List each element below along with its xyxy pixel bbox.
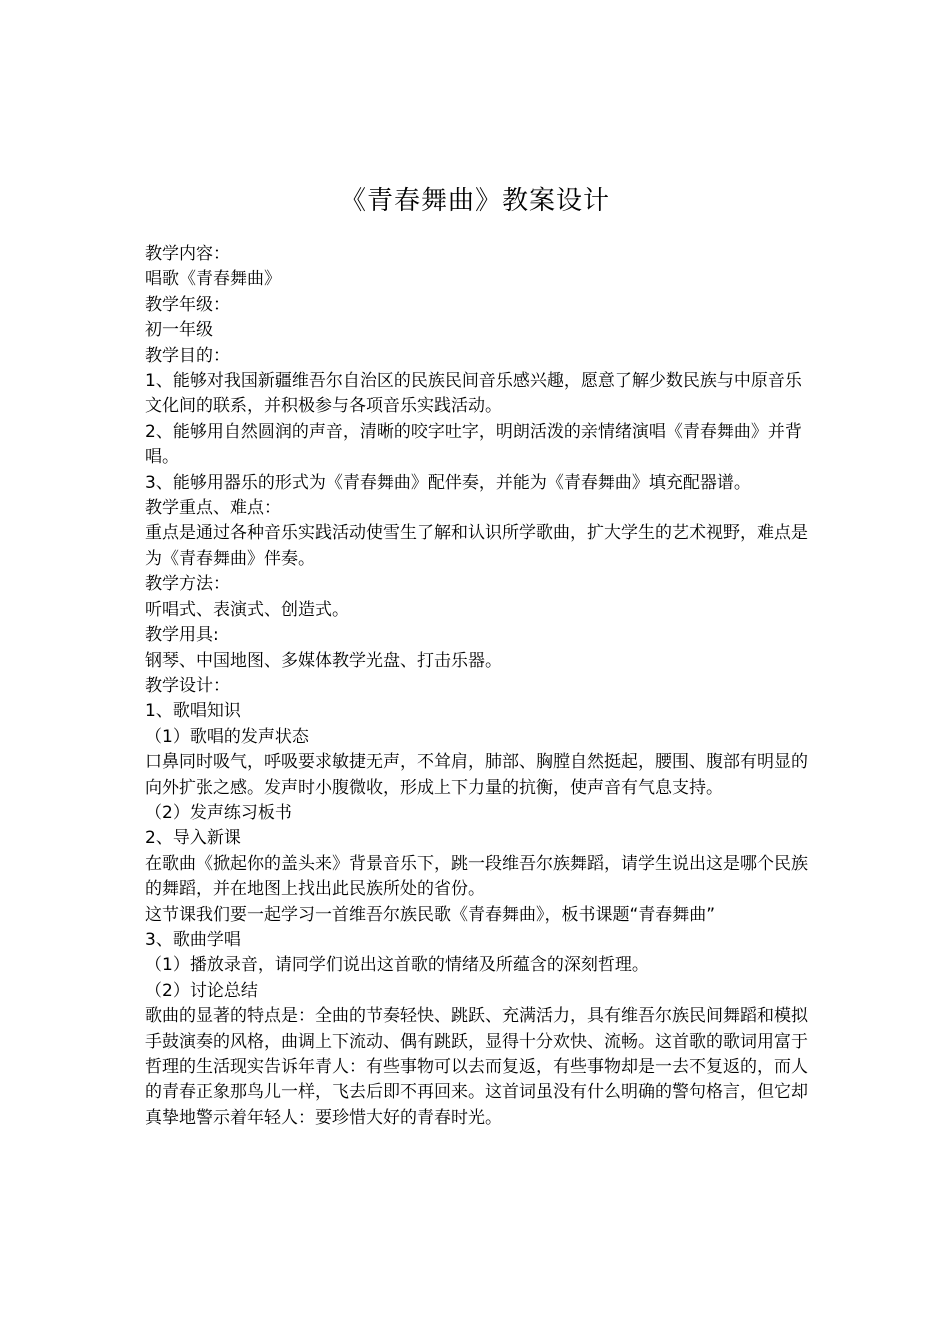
paragraph: 初一年级 bbox=[145, 320, 213, 341]
paragraph: 在歌曲《掀起你的盖头来》背景音乐下，跳一段维吾尔族舞蹈，请学生说出这是哪个民族的舞蹈，并在地图上找出此民族所处的省份。 bbox=[145, 853, 808, 900]
paragraph: 唱歌《青春舞曲》 bbox=[145, 269, 281, 290]
paragraph: 教学用具: bbox=[145, 625, 219, 646]
paragraph: 2、导入新课 bbox=[145, 828, 241, 849]
paragraph: 这节课我们要一起学习一首维吾尔族民歌《青春舞曲》，板书课题“青春舞曲” bbox=[145, 904, 716, 925]
paragraph: （2）讨论总结 bbox=[145, 980, 258, 1001]
document-body bbox=[145, 242, 817, 1131]
paragraph: （2）发声练习板书 bbox=[145, 802, 292, 823]
paragraph: （1）歌唱的发声状态 bbox=[145, 726, 309, 747]
paragraph: 教学内容： bbox=[145, 244, 230, 264]
paragraph: 教学目的： bbox=[145, 345, 230, 366]
paragraph: 3、能够用器乐的形式为《青春舞曲》配伴奏，并能为《青春舞曲》填充配器谱。 bbox=[145, 472, 751, 493]
paragraph: （1）播放录音，请同学们说出这首歌的情绪及所蕴含的深刻哲理。 bbox=[145, 955, 649, 976]
document-title: 《青春舞曲》教案设计 bbox=[339, 186, 610, 216]
paragraph: 1、歌唱知识 bbox=[145, 701, 241, 722]
paragraph: 钢琴、中国地图、多媒体教学光盘、打击乐器。 bbox=[145, 650, 502, 671]
paragraph: 教学年级： bbox=[145, 294, 230, 315]
paragraph: 歌曲的显著的特点是：全曲的节奏轻快、跳跃、充满活力，具有维吾尔族民间舞蹈和模拟手鼓演奏的风格，曲调上下流动、偶有跳跃，显得十分欢快、流畅。这首歌的歌词用富于哲理的生活现实告诉年青人：有些事物可以去而复返，有些事物却是一去不复返的，而人的青春正象那鸟儿一样，飞去后即不再回来。这首词虽没有什么明确的警句格言，但它却真挚地警示着年轻人：要珍惜大好的青春时光。 bbox=[145, 1006, 808, 1128]
paragraph: 2、能够用自然圆润的声音，清晰的咬字吐字，明朗活泼的亲情绪演唱《青春舞曲》并背唱。 bbox=[145, 421, 802, 468]
paragraph: 听唱式、表演式、创造式。 bbox=[145, 599, 349, 620]
paragraph: 口鼻同时吸气，呼吸要求敏捷无声，不耸肩，肺部、胸膛自然挺起，腰围、腹部有明显的向外扩张之感。发声时小腹微收，形成上下力量的抗衡，使声音有气息支持。 bbox=[145, 752, 808, 798]
paragraph: 教学方法： bbox=[145, 574, 230, 595]
paragraph: 教学设计： bbox=[145, 675, 230, 696]
paragraph: 3、歌曲学唱 bbox=[145, 929, 241, 950]
paragraph: 重点是通过各种音乐实践活动使雪生了解和认识所学歌曲，扩大学生的艺术视野，难点是为《青春舞曲》伴奏。 bbox=[145, 523, 808, 569]
paragraph: 教学重点、难点： bbox=[145, 498, 281, 519]
paragraph: 1、能够对我国新疆维吾尔自治区的民族民间音乐感兴趣，愿意了解少数民族与中原音乐文化间的联系，并积极参与各项音乐实践活动。 bbox=[145, 371, 802, 417]
